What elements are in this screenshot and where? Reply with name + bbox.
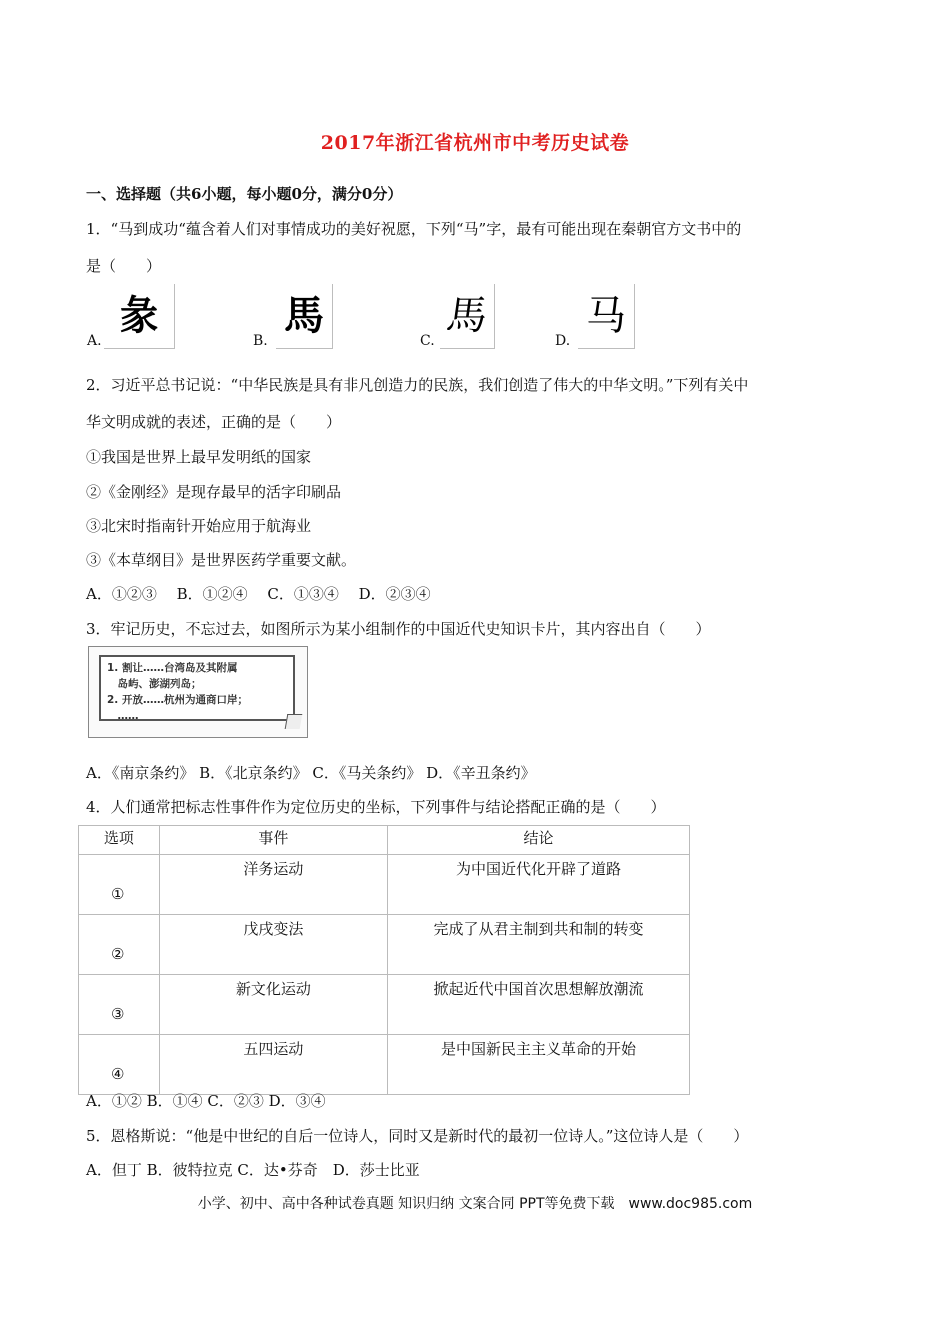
- row-event: 新文化运动: [159, 975, 387, 1035]
- q2-stem-line2: 华文明成就的表述，正确的是（ ）: [86, 413, 342, 431]
- q5-answer-options: A．但丁 B．彼特拉克 C．达•芬奇 D．莎士比亚: [86, 1161, 420, 1179]
- row-option: ②: [111, 945, 125, 963]
- page-curl-decoration: [285, 714, 303, 729]
- table-row: [79, 855, 690, 915]
- q1-option-d-label: D.: [555, 333, 571, 349]
- q2-answer-options: A．①②③ B．①②④ C．①③④ D．②③④: [86, 585, 431, 603]
- q2-stem-line1: 2．习近平总书记说：“中华民族是具有非凡创造力的民族，我们创造了伟大的中华文明。”下列有关中: [86, 376, 749, 394]
- table-header-cell: 事件: [159, 826, 387, 855]
- q3-stem: 3．牢记历史，不忘过去，如图所示为某小组制作的中国近代史知识卡片，其内容出自（ ）: [86, 620, 711, 638]
- row-event: 洋务运动: [159, 855, 387, 915]
- footer-watermark-text: 小学、初中、高中各种试卷真题 知识归纳 文案合同 PPT等免费下载 www.doc985.com: [197, 1196, 753, 1212]
- table-row: [79, 1035, 690, 1095]
- card-line: ……: [107, 710, 139, 722]
- q1-option-c-image: [440, 284, 495, 349]
- q3-answer-options: A．《南京条约》 B．《北京条约》 C．《马关条约》 D．《辛丑条约》: [86, 764, 536, 782]
- row-option: ①: [111, 885, 125, 903]
- table-header-cell: 结论: [388, 826, 690, 855]
- q1-option-d-glyph: 马: [586, 293, 626, 339]
- q1-option-d-image: [578, 284, 635, 349]
- table-header-row: [79, 826, 690, 855]
- q1-option-a-label: A.: [87, 333, 102, 349]
- q1-option-b-glyph: 馬: [284, 292, 324, 339]
- row-event: 五四运动: [159, 1035, 387, 1095]
- card-line: 2. 开放……杭州为通商口岸；: [107, 694, 248, 706]
- row-conclusion: 为中国近代化开辟了道路: [388, 855, 690, 915]
- knowledge-card-image: [88, 646, 308, 738]
- knowledge-card-text: [99, 655, 295, 721]
- q1-stem-line1: 1．“马到成功“蕴含着人们对事情成功的美好祝愿，下列“马”字，最有可能出现在秦朝官方文书中的: [86, 220, 742, 238]
- q1-option-b-image: [276, 284, 333, 349]
- q1-option-c-label: C.: [420, 333, 435, 349]
- row-conclusion: 掀起近代中国首次思想解放潮流: [388, 975, 690, 1035]
- row-event: 戊戌变法: [159, 915, 387, 975]
- q4-stem: 4．人们通常把标志性事件作为定位历史的坐标，下列事件与结论搭配正确的是（ ）: [86, 798, 666, 816]
- q5-stem: 5．恩格斯说：“他是中世纪的自后一位诗人，同时又是新时代的最初一位诗人。”这位诗人是（ ）: [86, 1127, 749, 1145]
- q2-item-2: ②《金刚经》是现存最早的活字印刷品: [86, 483, 342, 501]
- q4-table: [78, 825, 690, 1095]
- table-row: [79, 915, 690, 975]
- q1-stem-line2: 是（ ）: [86, 257, 162, 275]
- section-heading: 一、选择题（共6小题，每小题0分，满分0分）: [86, 185, 403, 203]
- q1-option-c-glyph: 馬: [443, 293, 491, 339]
- card-line: 岛屿、澎湖列岛；: [107, 678, 202, 690]
- q1-option-a-image: [104, 284, 175, 349]
- row-conclusion: 完成了从君主制到共和制的转变: [388, 915, 690, 975]
- q4-answer-options: A．①② B．①④ C．②③ D．③④: [86, 1092, 326, 1110]
- table-header-cell: 选项: [79, 826, 160, 855]
- q2-item-3: ③北宋时指南针开始应用于航海业: [86, 517, 312, 535]
- table-row: [79, 975, 690, 1035]
- page-title: 2017年浙江省杭州市中考历史试卷: [320, 132, 630, 154]
- card-line: 1. 割让……台湾岛及其附属: [107, 662, 238, 674]
- q1-option-b-label: B.: [253, 333, 268, 349]
- q1-option-a-glyph: 彖: [120, 292, 158, 339]
- row-conclusion: 是中国新民主主义革命的开始: [388, 1035, 690, 1095]
- q2-item-4: ③《本草纲目》是世界医药学重要文献。: [86, 551, 357, 569]
- row-option: ③: [111, 1005, 125, 1023]
- q2-item-1: ①我国是世界上最早发明纸的国家: [86, 448, 312, 466]
- row-option: ④: [111, 1065, 125, 1083]
